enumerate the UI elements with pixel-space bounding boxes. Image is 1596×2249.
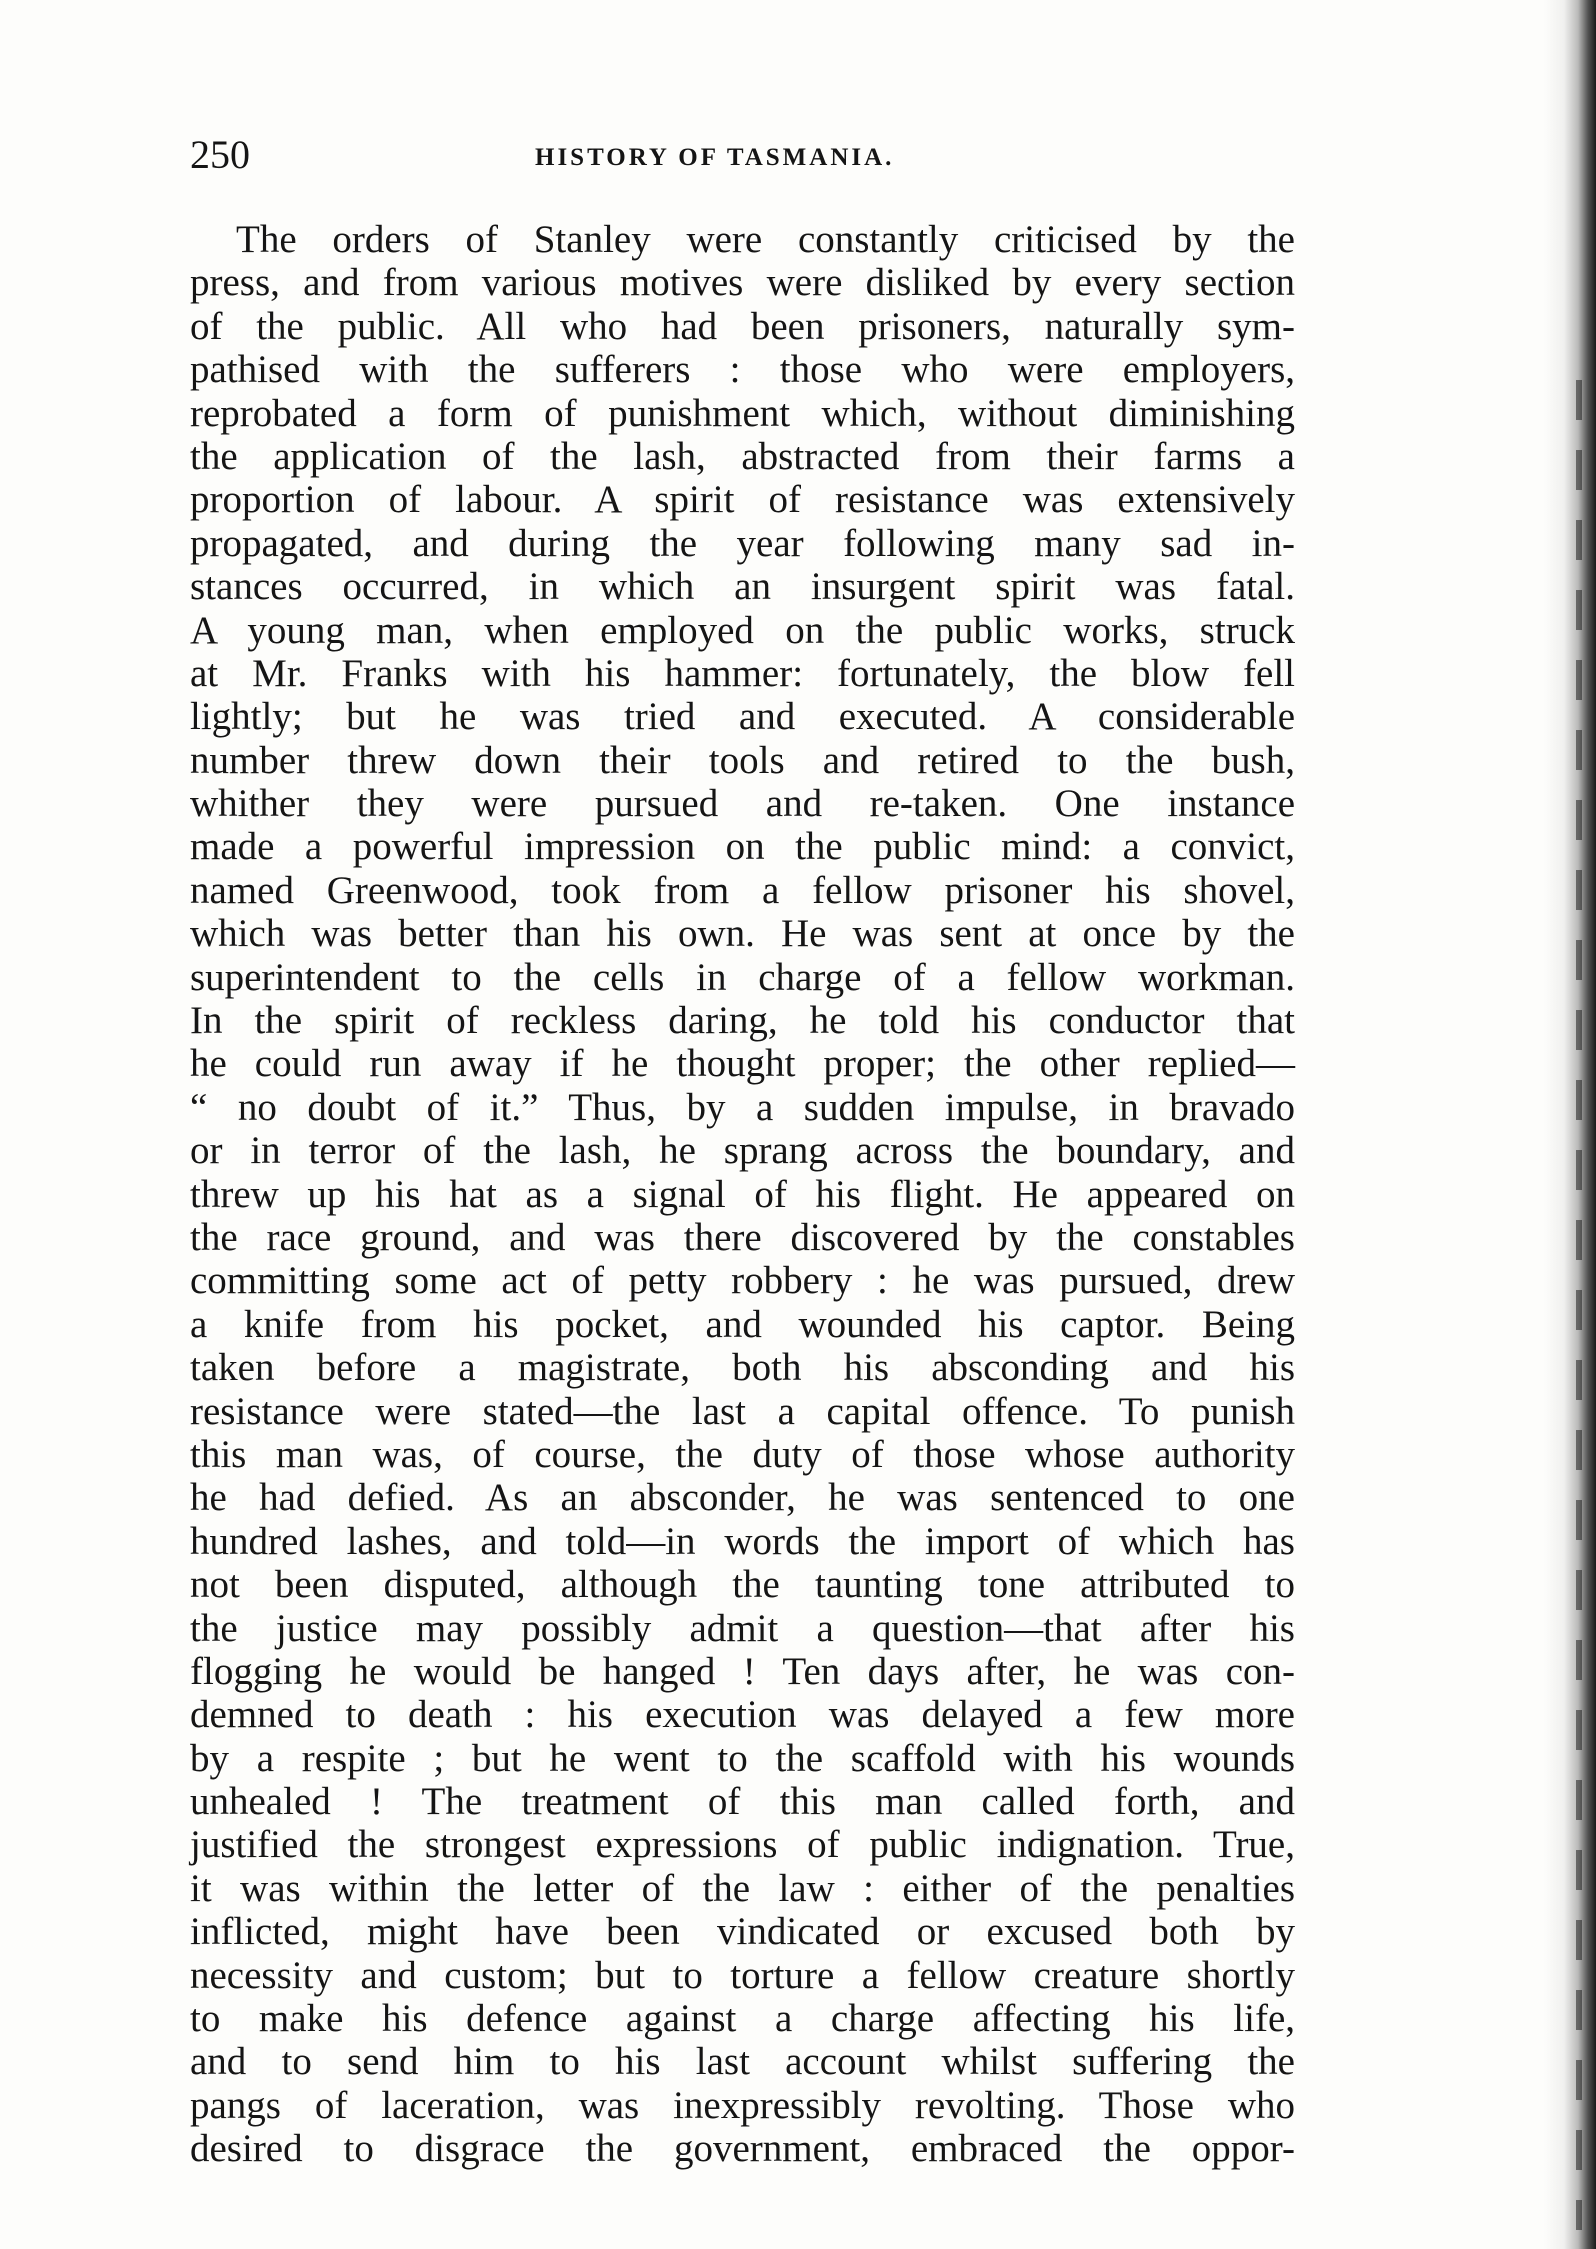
text-line: superintendent to the cells in charge of a fellow workman.: [190, 955, 1295, 999]
text-line: inflicted, might have been vindicated or excused both by: [190, 1910, 1295, 1954]
body-paragraph: [190, 218, 1295, 2171]
text-line: taken before a magistrate, both his absconding and his: [190, 1346, 1295, 1390]
text-line: pangs of laceration, was inexpressibly revolting. Those who: [190, 2083, 1295, 2127]
text-line: stances occurred, in which an insurgent spirit was fatal.: [190, 565, 1295, 609]
text-line: the justice may possibly admit a question—that after his: [190, 1606, 1295, 1650]
text-line: whither they were pursued and re-taken. One instance: [190, 782, 1295, 826]
text-line: by a respite ; but he went to the scaffold with his wounds: [190, 1736, 1295, 1780]
text-line: of the public. All who had been prisoners, naturally sym-: [190, 304, 1295, 348]
text-line: press, and from various motives were disliked by every section: [190, 261, 1295, 305]
text-line: threw up his hat as a signal of his flight. He appeared on: [190, 1172, 1295, 1216]
text-line: to make his defence against a charge affecting his life,: [190, 1997, 1295, 2041]
text-line: hundred lashes, and told—in words the import of which has: [190, 1519, 1295, 1563]
text-line: and to send him to his last account whilst suffering the: [190, 2040, 1295, 2084]
text-line: desired to disgrace the government, embraced the oppor-: [190, 2127, 1295, 2171]
text-line: pathised with the sufferers : those who were employers,: [190, 348, 1295, 392]
text-line: committing some act of petty robbery : he was pursued, drew: [190, 1259, 1295, 1303]
text-line: the race ground, and was there discovered by the constables: [190, 1215, 1295, 1259]
text-line: a knife from his pocket, and wounded his captor. Being: [190, 1302, 1295, 1346]
text-line: he could run away if he thought proper; the other replied—: [190, 1042, 1295, 1086]
running-head: [190, 130, 1295, 180]
text-line: The orders of Stanley were constantly criticised by the: [236, 218, 1295, 261]
text-line: number threw down their tools and retired to the bush,: [190, 738, 1295, 782]
text-line: necessity and custom; but to torture a fellow creature shortly: [190, 1953, 1295, 1997]
text-line: A young man, when employed on the public works, struck: [190, 608, 1295, 652]
page-number: 250: [190, 132, 250, 177]
text-line: In the spirit of reckless daring, he told his conductor that: [190, 999, 1295, 1043]
text-line: lightly; but he was tried and executed. A considerable: [190, 695, 1295, 739]
text-line: unhealed ! The treatment of this man called forth, and: [190, 1780, 1295, 1824]
text-line: flogging he would be hanged ! Ten days after, he was con-: [190, 1649, 1295, 1693]
text-line: the application of the lash, abstracted from their farms a: [190, 434, 1295, 478]
text-line: justified the strongest expressions of public indignation. True,: [190, 1823, 1295, 1867]
running-title: HISTORY OF TASMANIA.: [535, 144, 895, 171]
text-line: this man was, of course, the duty of those whose authority: [190, 1432, 1295, 1476]
text-line: made a powerful impression on the public mind: a convict,: [190, 825, 1295, 869]
text-line: at Mr. Franks with his hammer: fortunately, the blow fell: [190, 651, 1295, 695]
text-line: which was better than his own. He was sent at once by the: [190, 912, 1295, 956]
page-binding-edge: [1544, 0, 1596, 2249]
text-line: it was within the letter of the law : either of the penalties: [190, 1866, 1295, 1910]
text-line: demned to death : his execution was delayed a few more: [190, 1693, 1295, 1737]
text-line: he had defied. As an absconder, he was sentenced to one: [190, 1476, 1295, 1520]
text-line: named Greenwood, took from a fellow prisoner his shovel,: [190, 868, 1295, 912]
binding-shadow-marks: [1576, 380, 1582, 2230]
text-line: propagated, and during the year following many sad in-: [190, 521, 1295, 565]
text-line: reprobated a form of punishment which, without diminishing: [190, 391, 1295, 435]
text-line: proportion of labour. A spirit of resistance was extensively: [190, 478, 1295, 522]
text-line: not been disputed, although the taunting tone attributed to: [190, 1563, 1295, 1607]
text-line: resistance were stated—the last a capital offence. To punish: [190, 1389, 1295, 1433]
text-line: or in terror of the lash, he sprang across the boundary, and: [190, 1129, 1295, 1173]
text-line: “ no doubt of it.” Thus, by a sudden impulse, in bravado: [190, 1085, 1295, 1129]
